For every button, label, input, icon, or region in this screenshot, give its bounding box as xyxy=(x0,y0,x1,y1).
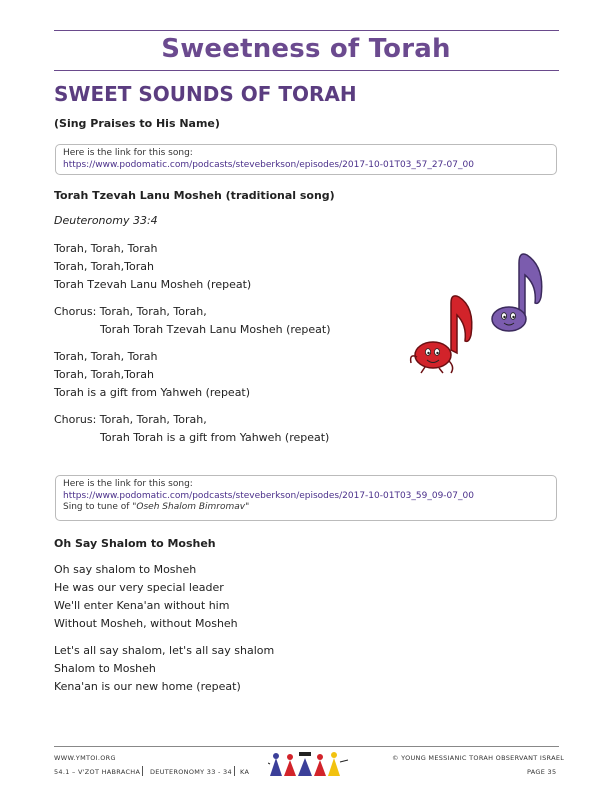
song1-reference: Deuteronomy 33:4 xyxy=(54,214,158,227)
tune-prefix: Sing to tune of xyxy=(63,502,133,512)
red-note-icon xyxy=(411,296,472,373)
lyric-line: Torah, Torah, Torah xyxy=(54,242,158,255)
tune-name: "Oseh Shalom Bimromav" xyxy=(132,502,250,512)
song1-link[interactable]: https://www.podomatic.com/podcasts/steveberkson/episodes/2017-10-01T03_57_27-07_00 xyxy=(63,159,474,170)
lyric-line: Oh say shalom to Mosheh xyxy=(54,563,197,576)
song1-link-label: Here is the link for this song: xyxy=(63,148,193,158)
top-rule xyxy=(54,30,559,31)
chorus-line: Torah Torah is a gift from Yahweh (repeat) xyxy=(100,431,330,444)
lyric-line: Torah is a gift from Yahweh (repeat) xyxy=(54,386,251,399)
lyric-line: Torah, Torah,Torah xyxy=(54,260,154,273)
lyric-line: Torah, Torah, Torah xyxy=(54,350,158,363)
music-notes-illustration xyxy=(405,245,555,380)
footer-site[interactable]: WWW.YMTOI.ORG xyxy=(54,754,116,762)
song2-tune-note xyxy=(63,502,549,514)
section-subtitle: (Sing Praises to His Name) xyxy=(54,117,220,130)
children-logo-icon xyxy=(268,752,348,776)
chorus-line: Chorus: Torah, Torah, Torah, xyxy=(54,305,207,318)
chorus-line: Chorus: Torah, Torah, Torah, xyxy=(54,413,207,426)
ymtoi-logo xyxy=(268,748,350,778)
lyric-line: Kena'an is our new home (repeat) xyxy=(54,680,241,693)
chorus-line: Torah Torah Tzevah Lanu Mosheh (repeat) xyxy=(100,323,331,336)
lyric-line: Torah Tzevah Lanu Mosheh (repeat) xyxy=(54,278,252,291)
song2-link-label: Here is the link for this song: xyxy=(63,479,193,489)
footer-reading: DEUTERONOMY 33 - 34 xyxy=(150,768,232,776)
footer-separator xyxy=(234,766,235,776)
footer-level: KA xyxy=(240,768,250,776)
song2-title: Oh Say Shalom to Mosheh xyxy=(54,537,216,550)
page-banner: Sweetness of Torah xyxy=(161,34,451,64)
lyric-line: Shalom to Mosheh xyxy=(54,662,156,675)
banner-rule xyxy=(54,70,559,71)
section-title: SWEET SOUNDS OF TORAH xyxy=(54,82,357,106)
lyric-line: Without Mosheh, without Mosheh xyxy=(54,617,238,630)
song1-link-box xyxy=(55,144,557,175)
lyric-line: Let's all say shalom, let's all say shalom xyxy=(54,644,275,657)
footer-page-number: PAGE 35 xyxy=(527,768,557,776)
footer-parasha: 54.1 – V'ZOT HABRACHA xyxy=(54,768,141,776)
purple-note-icon xyxy=(492,254,542,331)
song2-link[interactable]: https://www.podomatic.com/podcasts/steveberkson/episodes/2017-10-01T03_59_09-07_00 xyxy=(63,490,474,501)
lyric-line: Torah, Torah,Torah xyxy=(54,368,154,381)
footer-copyright: © YOUNG MESSIANIC TORAH OBSERVANT ISRAEL xyxy=(392,754,565,762)
footer-separator xyxy=(142,766,143,776)
lyric-line: He was our very special leader xyxy=(54,581,224,594)
lyric-line: We'll enter Kena'an without him xyxy=(54,599,230,612)
footer-rule xyxy=(54,746,559,747)
song2-link-box xyxy=(55,475,557,521)
song1-title: Torah Tzevah Lanu Mosheh (traditional song) xyxy=(54,189,335,202)
